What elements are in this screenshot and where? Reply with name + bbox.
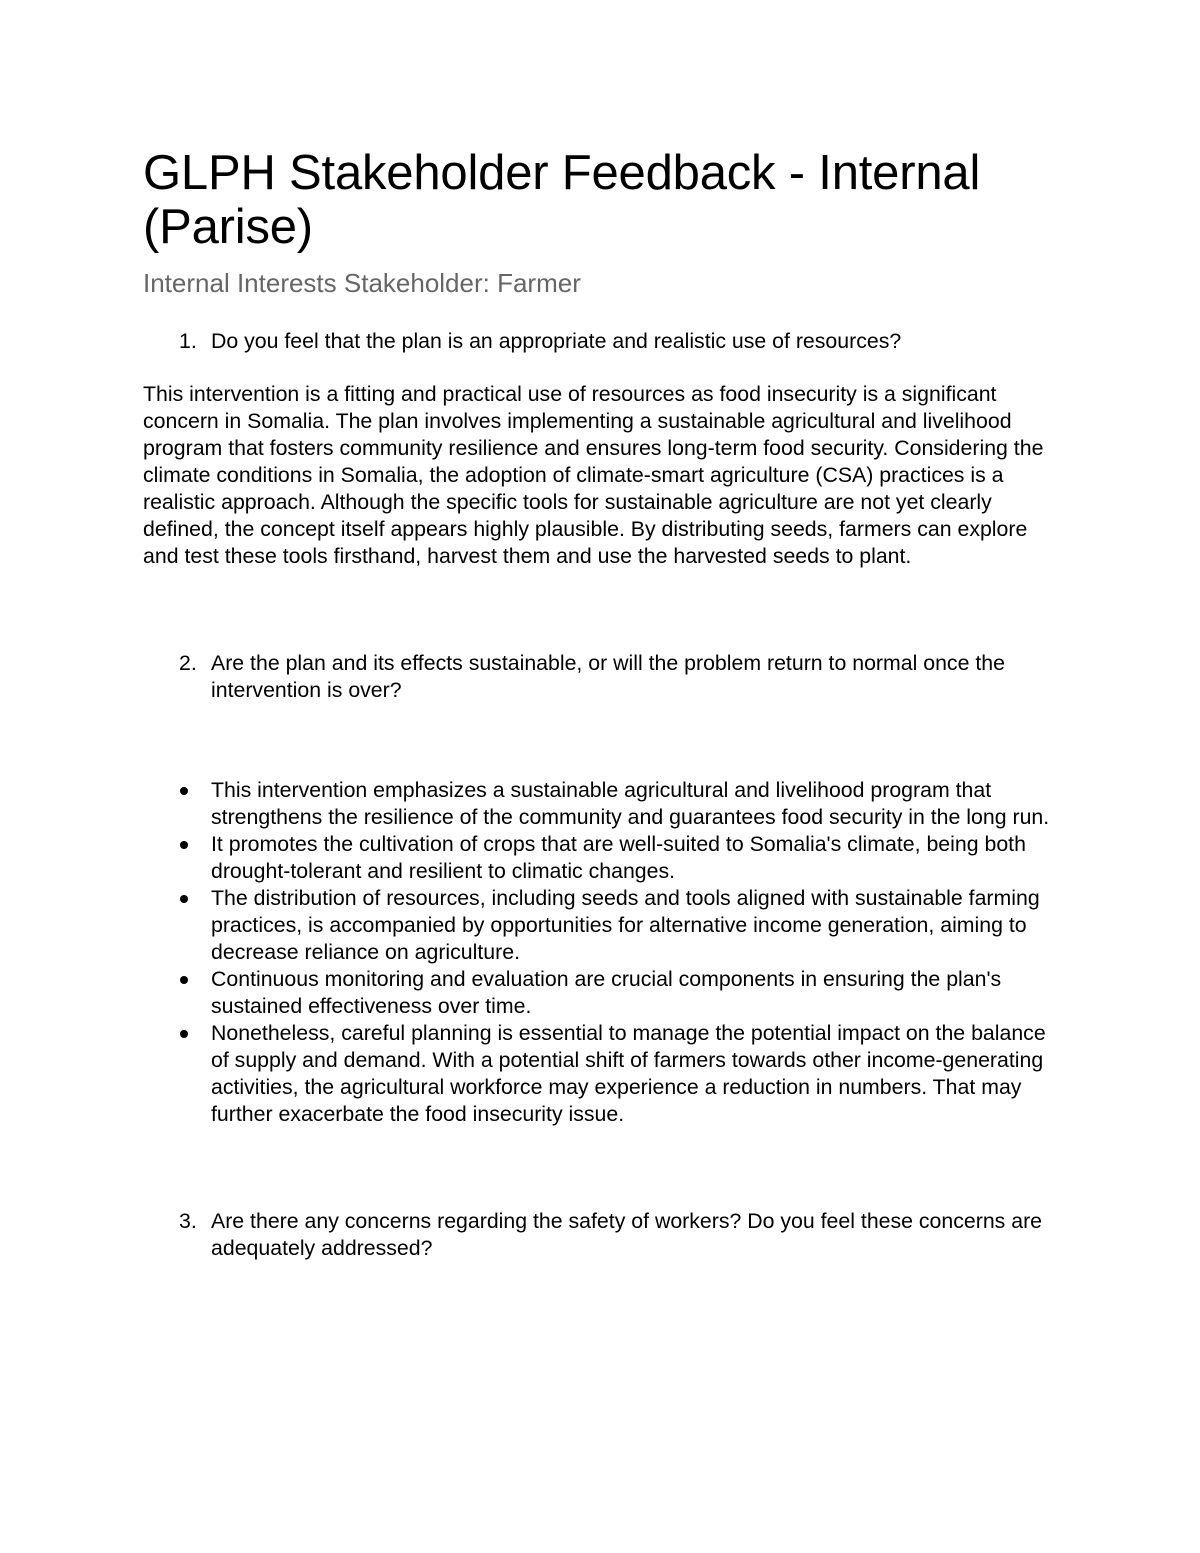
bullet-text: This intervention emphasizes a sustainable agricultural and livelihood program that strengthens the resilience of the community and guarantees food security in the long run. xyxy=(211,778,1050,829)
list-item xyxy=(143,885,1058,966)
bullet-text: Continuous monitoring and evaluation are crucial components in ensuring the plan's sustained effectiveness over time. xyxy=(211,967,1002,1018)
list-item xyxy=(143,1020,1058,1128)
question-number: 1. xyxy=(179,329,197,353)
document-page xyxy=(143,146,1058,1262)
bullet-icon xyxy=(143,777,211,831)
bullet-text: It promotes the cultivation of crops that are well-suited to Somalia's climate, being both drought-tolerant and resilient to climatic changes. xyxy=(211,832,1026,883)
list-item xyxy=(143,831,1058,885)
bullet-icon xyxy=(143,885,211,966)
answer-paragraph: This intervention is a fitting and practical use of resources as food insecurity is a significant concern in Somalia. The plan involves implementing a sustainable agricultural and livelihood program that fosters community resilience and ensures long-term food security. Considering the climate conditions in Somalia, the adoption of climate-smart agriculture (CSA) practices is a realistic approach. Although the specific tools for sustainable agriculture are not yet clearly defined, the concept itself appears highly plausible. By distributing seeds, farmers can explore and test these tools firsthand, harvest them and use the harvested seeds to plant. xyxy=(143,382,1044,568)
bullet-icon xyxy=(143,831,211,885)
question-3 xyxy=(143,1208,1058,1262)
question-2 xyxy=(143,650,1058,704)
bullet-text: The distribution of resources, including seeds and tools aligned with sustainable farming practices, is accompanied by opportunities for alternative income generation, aiming to decrease reliance on agriculture. xyxy=(211,886,1040,964)
document-title: GLPH Stakeholder Feedback - Internal (Parise) xyxy=(143,146,981,254)
list-item xyxy=(143,777,1058,831)
bullet-text: Nonetheless, careful planning is essential to manage the potential impact on the balance of supply and demand. With a potential shift of farmers towards other income-generating activities, the agricultural workforce may experience a reduction in numbers. That may further exacerbate the food insecurity issue. xyxy=(211,1021,1046,1126)
question-text: Do you feel that the plan is an appropriate and realistic use of resources? xyxy=(211,329,902,353)
question-text: Are the plan and its effects sustainable, or will the problem return to normal once the intervention is over? xyxy=(211,651,1005,702)
question-number: 3. xyxy=(179,1209,197,1233)
bullet-list xyxy=(143,777,1058,1128)
question-text: Are there any concerns regarding the safety of workers? Do you feel these concerns are adequately addressed? xyxy=(211,1209,1043,1260)
question-1 xyxy=(143,328,1058,355)
bullet-icon xyxy=(143,966,211,1020)
question-number: 2. xyxy=(179,651,197,675)
bullet-icon xyxy=(143,1020,211,1128)
document-subtitle: Internal Interests Stakeholder: Farmer xyxy=(143,268,581,298)
list-item xyxy=(143,966,1058,1020)
